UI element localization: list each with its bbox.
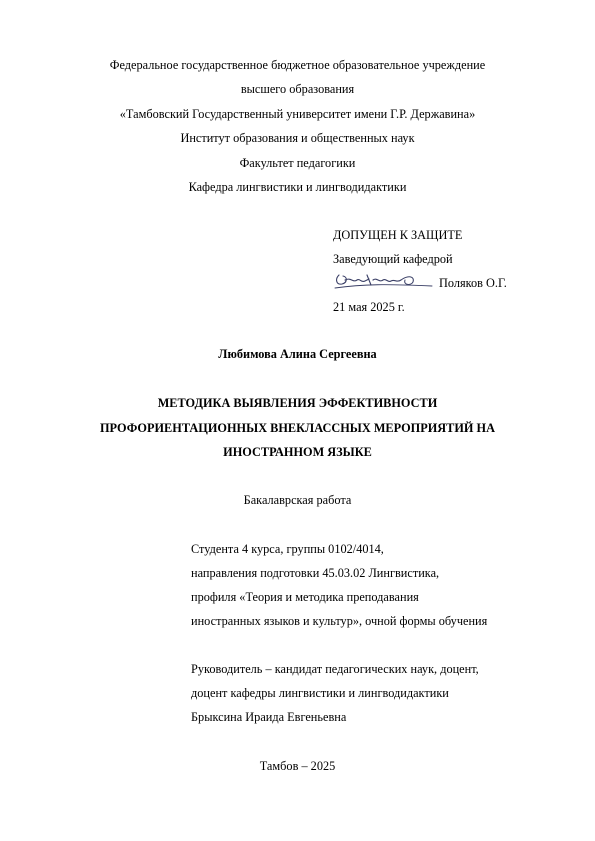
university-name: «Тамбовский Государственный университет имени Г.Р. Державина» bbox=[119, 107, 476, 121]
thesis-title-line-2: ПРОФОРИЕНТАЦИОННЫХ ВНЕКЛАССНЫХ МЕРОПРИЯТИЙ НА bbox=[99, 421, 496, 435]
supervisor-name: Брыксина Ираида Евгеньевна bbox=[191, 710, 347, 724]
institution-line-2: высшего образования bbox=[240, 82, 355, 96]
signature-image bbox=[333, 271, 433, 295]
approval-date: 21 мая 2025 г. bbox=[333, 300, 405, 314]
city-year: Тамбов – 2025 bbox=[259, 759, 336, 773]
approver-name: Поляков О.Г. bbox=[439, 276, 507, 290]
thesis-title-line-3: ИНОСТРАННОМ ЯЗЫКЕ bbox=[223, 445, 372, 459]
supervisor-line-1: Руководитель – кандидат педагогических наук, доцент, bbox=[191, 662, 479, 676]
supervisor-line-2: доцент кафедры лингвистики и лингводидактики bbox=[191, 686, 449, 700]
institution-line-1: Федеральное государственное бюджетное образовательное учреждение bbox=[109, 58, 486, 72]
student-info-line-2: направления подготовки 45.03.02 Лингвистика, bbox=[191, 566, 440, 580]
faculty-name: Факультет педагогики bbox=[239, 156, 356, 170]
department-name: Кафедра лингвистики и лингводидактики bbox=[188, 180, 407, 194]
approval-role: Заведующий кафедрой bbox=[333, 252, 453, 266]
work-type: Бакалаврская работа bbox=[243, 493, 352, 507]
institute-name: Институт образования и общественных наук bbox=[180, 131, 415, 145]
student-info-line-4: иностранных языков и культур», очной формы обучения bbox=[191, 614, 488, 628]
student-info-line-3: профиля «Теория и методика преподавания bbox=[191, 590, 419, 604]
approval-title: ДОПУЩЕН К ЗАЩИТЕ bbox=[333, 228, 463, 242]
author-name: Любимова Алина Сергеевна bbox=[218, 347, 377, 361]
thesis-title-line-1: МЕТОДИКА ВЫЯВЛЕНИЯ ЭФФЕКТИВНОСТИ bbox=[157, 396, 438, 410]
student-info-line-1: Студента 4 курса, группы 0102/4014, bbox=[191, 542, 384, 556]
